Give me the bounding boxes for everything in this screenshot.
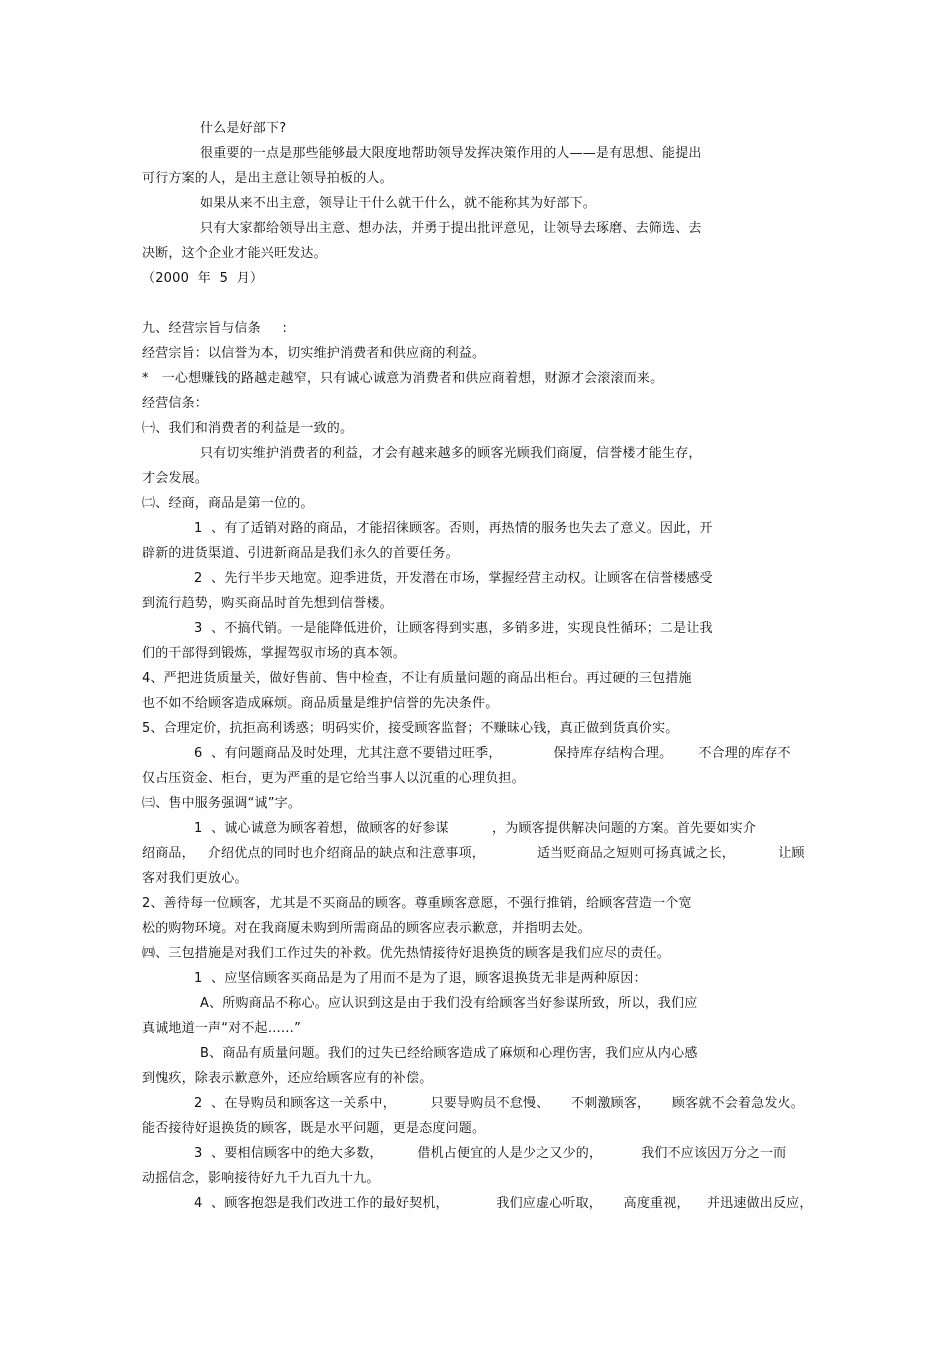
text-line: （2000 年 5 月） — [142, 271, 264, 286]
text-line: 什么是好部下? — [200, 121, 287, 136]
section-heading: 九、经营宗旨与信条 : — [142, 321, 288, 336]
text-line: 到流行趋势，购买商品时首先想到信誉楼。 — [142, 596, 393, 611]
text-line: 2 、在导购员和顾客这一关系中， 只要导购员不怠慢、 不刺激顾客， 顾客就不会着急发火。 — [194, 1096, 804, 1111]
text-line: 能否接待好退换货的顾客，既是水平问题，更是态度问题。 — [142, 1121, 486, 1136]
text-line: 可行方案的人，是出主意让领导拍板的人。 — [142, 171, 393, 186]
text-line: 5、合理定价，抗拒高利诱惑；明码实价，接受顾客监督；不赚昧心钱，真正做到货真价实。 — [142, 721, 679, 736]
text-line: * 一心想赚钱的路越走越窄，只有诚心诚意为消费者和供应商着想，财源才会滚滚而来。 — [142, 371, 664, 386]
text-line: 经营信条： — [142, 396, 209, 411]
text-line: 仅占压资金、柜台，更为严重的是它给当事人以沉重的心理负担。 — [142, 771, 525, 786]
text-line: 动摇信念，影响接待好九千九百九十九。 — [142, 1171, 380, 1186]
text-line: 们的干部得到锻炼，掌握驾驭市场的真本领。 — [142, 646, 407, 661]
text-line: 6 、有问题商品及时处理，尤其注意不要错过旺季， 保持库存结构合理。 不合理的库存不 — [194, 746, 791, 761]
text-line: 4、严把进货质量关，做好售前、售中检查，不让有质量问题的商品出柜台。再过硬的三包措施 — [142, 671, 692, 686]
text-line: A、所购商品不称心。应认识到这是由于我们没有给顾客当好参谋所致，所以，我们应 — [200, 996, 698, 1011]
text-line: 真诚地道一声“对不起……” — [142, 1021, 302, 1036]
text-line: 绍商品， 介绍优点的同时也介绍商品的缺点和注意事项， 适当贬商品之短则可扬真诚之长， 让顾 — [142, 846, 805, 861]
subsection-heading: ㈣、三包措施是对我们工作过失的补救。优先热情接待好退换货的顾客是我们应尽的责任。 — [142, 946, 671, 961]
text-line: 经营宗旨：以信誉为本，切实维护消费者和供应商的利益。 — [142, 346, 486, 361]
text-line: 3 、要相信顾客中的绝大多数， 借机占便宜的人是少之又少的， 我们不应该因万分之一而 — [194, 1146, 787, 1161]
subsection-heading: ㈠、我们和消费者的利益是一致的。 — [142, 421, 354, 436]
text-line: 2、善待每一位顾客，尤其是不买商品的顾客。尊重顾客意愿，不强行推销，给顾客营造一个宽 — [142, 896, 692, 911]
text-line: 决断，这个企业才能兴旺发达。 — [142, 246, 327, 261]
text-line: 松的购物环境。对在我商厦未购到所需商品的顾客应表示歉意，并指明去处。 — [142, 921, 591, 936]
text-line: 2 、先行半步天地宽。迎季进货，开发潜在市场，掌握经营主动权。让顾客在信誉楼感受 — [194, 571, 713, 586]
text-line: 辟新的进货渠道、引进新商品是我们永久的首要任务。 — [142, 546, 459, 561]
subsection-heading: ㈢、售中服务强调“诚”字。 — [142, 796, 302, 811]
text-line: 客对我们更放心。 — [142, 871, 248, 886]
text-line: 只有切实维护消费者的利益，才会有越来越多的顾客光顾我们商厦，信誉楼才能生存， — [200, 446, 702, 461]
text-line: 1 、应坚信顾客买商品是为了用而不是为了退，顾客退换货无非是两种原因： — [194, 971, 647, 986]
text-line: 1 、有了适销对路的商品，才能招徕顾客。否则，再热情的服务也失去了意义。因此，开 — [194, 521, 713, 536]
text-line: 才会发展。 — [142, 471, 209, 486]
text-line: 3 、不搞代销。一是能降低进价，让顾客得到实惠，多销多进，实现良性循环；二是让我 — [194, 621, 713, 636]
text-line: 到愧疚，除表示歉意外，还应给顾客应有的补偿。 — [142, 1071, 433, 1086]
subsection-heading: ㈡、经商，商品是第一位的。 — [142, 496, 314, 511]
text-line: B、商品有质量问题。我们的过失已经给顾客造成了麻烦和心理伤害，我们应从内心感 — [200, 1046, 698, 1061]
text-line: 如果从来不出主意，领导让干什么就干什么，就不能称其为好部下。 — [200, 196, 597, 211]
text-line: 也不如不给顾客造成麻烦。商品质量是维护信誉的先决条件。 — [142, 696, 499, 711]
text-line: 只有大家都给领导出主意、想办法，并勇于提出批评意见，让领导去琢磨、去筛选、去 — [200, 221, 702, 236]
text-line: 1 、诚心诚意为顾客着想，做顾客的好参谋 ，为顾客提供解决问题的方案。首先要如实介 — [194, 821, 757, 836]
text-line: 4 、顾客抱怨是我们改进工作的最好契机， 我们应虚心听取， 高度重视， 并迅速做出反应， — [194, 1196, 813, 1211]
text-line: 很重要的一点是那些能够最大限度地帮助领导发挥决策作用的人——是有思想、能提出 — [200, 146, 702, 161]
